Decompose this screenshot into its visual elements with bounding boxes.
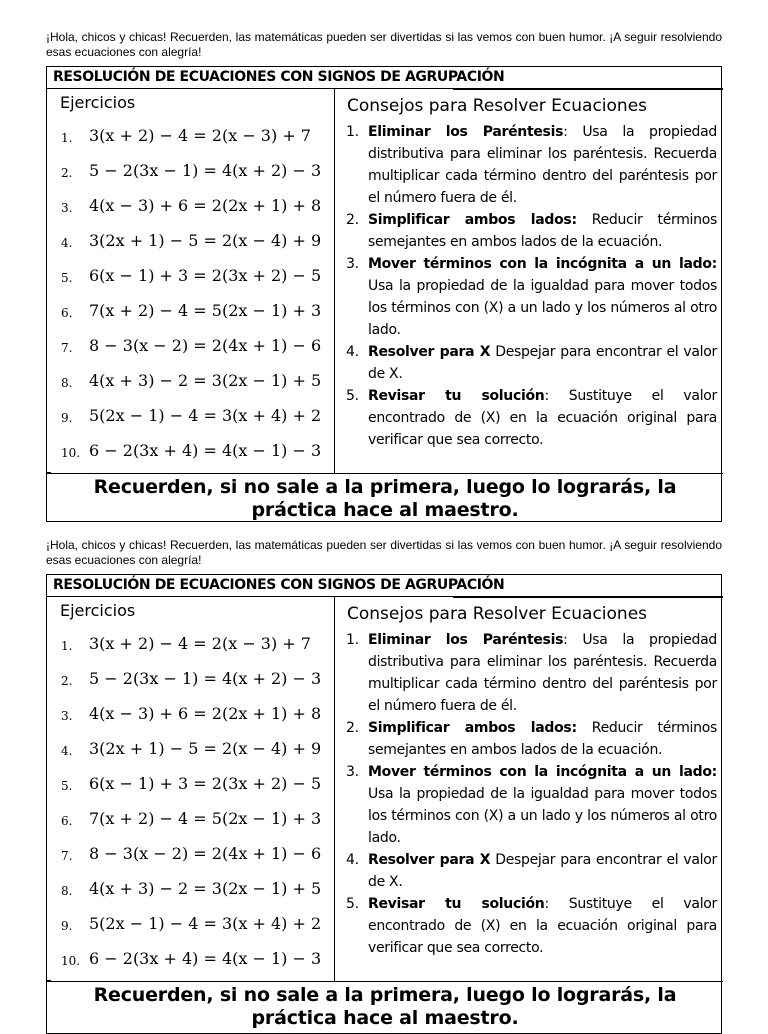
tip-text: Usa la propiedad de la igualdad para mover todos los términos con (X) a un lado y los números al otro lado. (368, 786, 717, 846)
tip-number: 3. (346, 764, 359, 780)
exercise-equation: 5(2x − 1) − 4 = 3(x + 4) + 2 (89, 914, 322, 933)
exercise-equation: 6(x − 1) + 3 = 2(3x + 2) − 5 (89, 774, 322, 793)
exercise-number: 10. (61, 954, 81, 968)
motto-text: Recuerden, si no sale a la primera, luego lo lograrás, la práctica hace al maestro. (93, 984, 677, 1029)
tip-number: 2. (346, 720, 359, 736)
exercise-equation: 7(x + 2) − 4 = 5(2x − 1) + 3 (89, 301, 322, 320)
tip-item (343, 893, 717, 959)
exercise-equation: 4(x − 3) + 6 = 2(2x + 1) + 8 (89, 704, 322, 723)
exercise-number: 3. (61, 709, 73, 723)
tip-title: Simplificar ambos lados: (368, 720, 577, 736)
exercise-number: 9. (61, 411, 73, 425)
tip-title: Mover términos con la incógnita a un lado: (368, 764, 717, 780)
exercises-heading: Ejercicios (60, 93, 136, 112)
tip-title: Mover términos con la incógnita a un lado: (368, 256, 717, 272)
tip-item (343, 385, 717, 451)
tip-item (343, 253, 717, 341)
tips-heading: Consejos para Resolver Ecuaciones (347, 604, 648, 624)
exercise-number: 6. (61, 306, 73, 320)
tip-item (343, 849, 717, 893)
exercise-number: 8. (61, 376, 73, 390)
tip-text: Despejar para encontrar el valor de X. (368, 852, 717, 890)
tips-column (334, 89, 724, 473)
exercise-number: 1. (61, 131, 73, 145)
exercise-equation: 7(x + 2) − 4 = 5(2x − 1) + 3 (89, 809, 322, 828)
exercise-equation: 3(x + 2) − 4 = 2(x − 3) + 7 (89, 126, 311, 145)
exercise-equation: 6 − 2(3x + 4) = 4(x − 1) − 3 (89, 949, 322, 968)
exercise-number: 10. (61, 446, 81, 460)
tip-item (343, 341, 717, 385)
exercise-equation: 4(x + 3) − 2 = 3(2x − 1) + 5 (89, 371, 322, 390)
divider (47, 473, 723, 474)
tip-title: Simplificar ambos lados: (368, 212, 577, 228)
exercise-equation: 3(2x + 1) − 5 = 2(x − 4) + 9 (89, 739, 322, 758)
tip-item (343, 761, 717, 849)
tip-number: 1. (346, 124, 359, 140)
tip-text: : Sustituye el valor encontrado de (X) en la ecuación original para verificar que sea correcto. (368, 896, 718, 956)
exercise-number: 4. (61, 236, 73, 250)
tip-title: Revisar tu solución (368, 388, 545, 404)
exercise-equation: 4(x − 3) + 6 = 2(2x + 1) + 8 (89, 196, 322, 215)
exercise-number: 4. (61, 744, 73, 758)
divider (453, 597, 723, 598)
exercise-number: 1. (61, 639, 73, 653)
tip-number: 3. (346, 256, 359, 272)
exercise-equation: 4(x + 3) − 2 = 3(2x − 1) + 5 (89, 879, 322, 898)
tip-text: Usa la propiedad de la igualdad para mover todos los términos con (X) a un lado y los números al otro lado. (368, 278, 717, 338)
exercise-equation: 6 − 2(3x + 4) = 4(x − 1) − 3 (89, 441, 322, 460)
tip-number: 4. (346, 344, 359, 360)
tips-list (343, 629, 717, 959)
tips-list (343, 121, 717, 451)
tip-item (343, 209, 717, 253)
exercise-equation: 8 − 3(x − 2) = 2(4x + 1) − 6 (89, 336, 322, 355)
exercise-number: 9. (61, 919, 73, 933)
exercises-column (47, 89, 334, 473)
worksheet-title: RESOLUCIÓN DE ECUACIONES CON SIGNOS DE AGRUPACIÓN (53, 69, 505, 85)
exercise-number: 6. (61, 814, 73, 828)
motto-text: Recuerden, si no sale a la primera, luego lo lograrás, la práctica hace al maestro. (93, 476, 677, 521)
divider (453, 89, 723, 90)
tip-title: Revisar tu solución (368, 896, 545, 912)
worksheet-title: RESOLUCIÓN DE ECUACIONES CON SIGNOS DE AGRUPACIÓN (53, 577, 505, 593)
tip-text: Reducir términos semejantes en ambos lados de la ecuación. (368, 212, 717, 250)
tip-number: 5. (346, 388, 359, 404)
tip-item (343, 629, 717, 717)
exercises-column (47, 597, 334, 981)
exercise-equation: 5 − 2(3x − 1) = 4(x + 2) − 3 (89, 161, 322, 180)
divider (47, 981, 723, 982)
exercise-equation: 5 − 2(3x − 1) = 4(x + 2) − 3 (89, 669, 322, 688)
exercise-number: 2. (61, 166, 73, 180)
exercise-equation: 8 − 3(x − 2) = 2(4x + 1) − 6 (89, 844, 322, 863)
tip-text: Despejar para encontrar el valor de X. (368, 344, 717, 382)
exercise-equation: 3(2x + 1) − 5 = 2(x − 4) + 9 (89, 231, 322, 250)
exercise-number: 7. (61, 341, 73, 355)
exercise-equation: 5(2x − 1) − 4 = 3(x + 4) + 2 (89, 406, 322, 425)
tip-number: 1. (346, 632, 359, 648)
exercise-number: 5. (61, 779, 73, 793)
tip-title: Eliminar los Paréntesis (368, 632, 564, 648)
worksheet-frame (46, 574, 722, 1034)
exercise-number: 5. (61, 271, 73, 285)
tips-heading: Consejos para Resolver Ecuaciones (347, 96, 648, 116)
tip-title: Resolver para X (368, 344, 491, 360)
tip-title: Resolver para X (368, 852, 491, 868)
exercise-equation: 6(x − 1) + 3 = 2(3x + 2) − 5 (89, 266, 322, 285)
tips-column (334, 597, 724, 981)
exercises-heading: Ejercicios (60, 601, 136, 620)
tip-number: 2. (346, 212, 359, 228)
intro-text: ¡Hola, chicos y chicas! Recuerden, las matemáticas pueden ser divertidas si las vemos con buen humor. ¡A seguir resolviendo esas ecuaciones con alegría! (46, 538, 722, 567)
tip-text: : Sustituye el valor encontrado de (X) en la ecuación original para verificar que sea correcto. (368, 388, 718, 448)
tip-item (343, 121, 717, 209)
intro-text: ¡Hola, chicos y chicas! Recuerden, las matemáticas pueden ser divertidas si las vemos con buen humor. ¡A seguir resolviendo esas ecuaciones con alegría! (46, 30, 722, 59)
exercise-number: 7. (61, 849, 73, 863)
tip-text: Reducir términos semejantes en ambos lados de la ecuación. (368, 720, 717, 758)
exercise-number: 2. (61, 674, 73, 688)
tip-text: : Usa la propiedad distributiva para eliminar los paréntesis. Recuerda multiplicar cada término dentro del paréntesis por el número fuera de él. (368, 124, 717, 206)
tip-item (343, 717, 717, 761)
tip-text: : Usa la propiedad distributiva para eliminar los paréntesis. Recuerda multiplicar cada término dentro del paréntesis por el número fuera de él. (368, 632, 717, 714)
exercise-equation: 3(x + 2) − 4 = 2(x − 3) + 7 (89, 634, 311, 653)
exercise-number: 3. (61, 201, 73, 215)
tip-number: 4. (346, 852, 359, 868)
worksheet-frame (46, 66, 722, 522)
tip-number: 5. (346, 896, 359, 912)
tip-title: Eliminar los Paréntesis (368, 124, 564, 140)
exercise-number: 8. (61, 884, 73, 898)
